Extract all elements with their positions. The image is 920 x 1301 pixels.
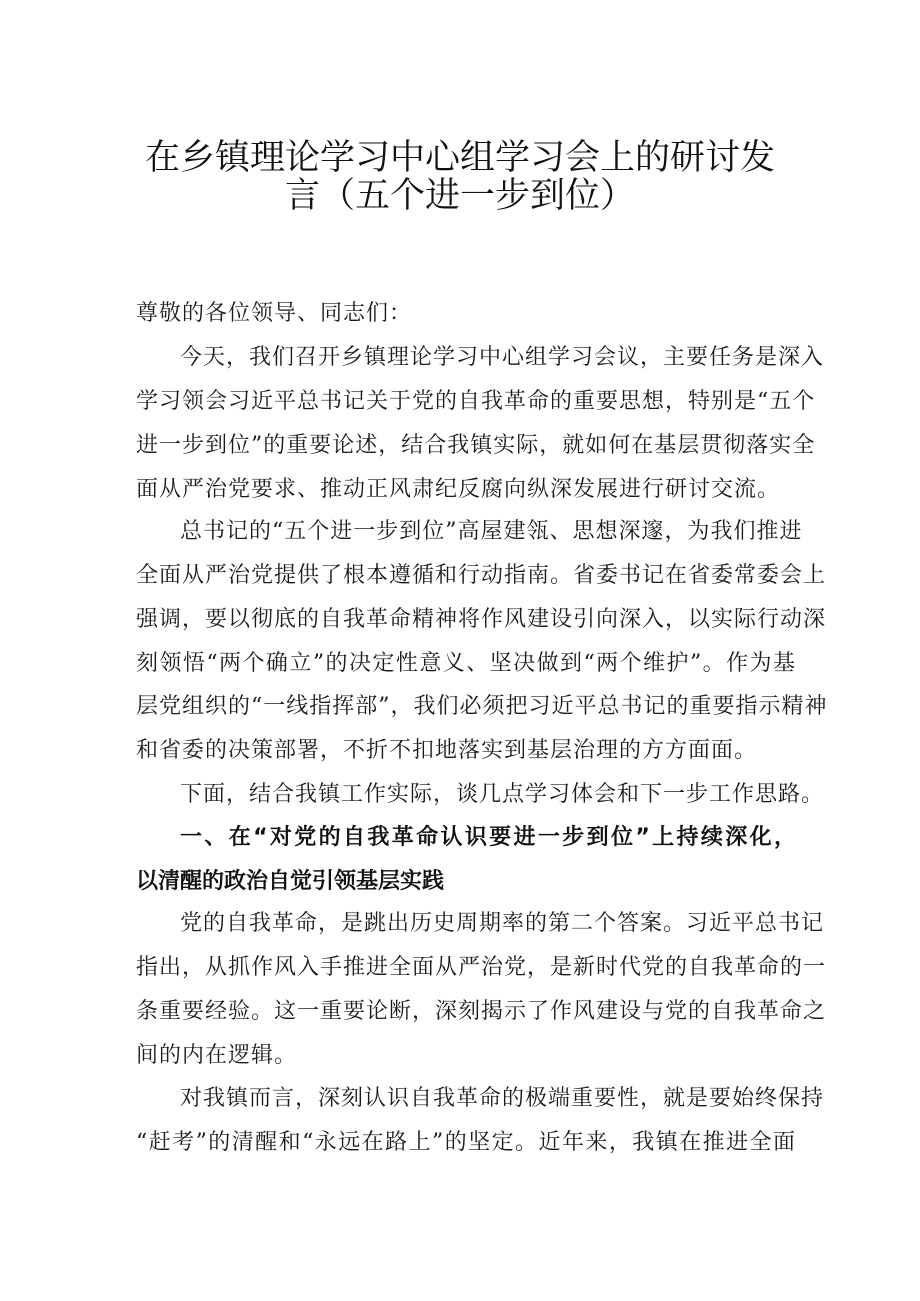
paragraph-1-line: 面从严治党要求、推动正风肃纪反腐向纵深发展进行研讨交流。 [136, 477, 781, 502]
paragraph-4-line: 指出，从抓作风入手推进全面从严治党，是新时代党的自我革命的一 [136, 955, 827, 980]
paragraph-2-line: 刻领悟“两个确立”的决定性意义、坚决做到“两个维护”。作为基 [136, 651, 796, 676]
paragraph-4-line: 条重要经验。这一重要论断，深刻揭示了作风建设与党的自我革命之 [136, 999, 827, 1024]
paragraph-1-line: 进一步到位”的重要论述，结合我镇实际，就如何在基层贯彻落实全 [136, 433, 816, 458]
paragraph-4-line: 间的内在逻辑。 [136, 1043, 298, 1068]
paragraph-1-line: 今天，我们召开乡镇理论学习中心组学习会议，主要任务是深入 [180, 345, 825, 370]
paragraph-5-line: “赶考”的清醒和“永远在路上”的坚定。近年来，我镇在推进全面 [136, 1130, 796, 1155]
section-heading-line: 一、在“对党的自我革命认识要进一步到位”上持续深化， [180, 825, 796, 850]
paragraph-2-line: 层党组织的“一线指挥部”，我们必须把习近平总书记的重要指示精神 [136, 694, 828, 719]
paragraph-2-line: 和省委的决策部署，不折不扣地落实到基层治理的方方面面。 [136, 738, 758, 763]
document-title-line-2: 言（五个进一步到位） [284, 176, 635, 216]
section-heading-line: 以清醒的政治自觉引领基层实践 [136, 869, 445, 894]
paragraph-5-line: 对我镇而言，深刻认识自我革命的极端重要性，就是要始终保持 [180, 1086, 825, 1111]
paragraph-3-line: 下面，结合我镇工作实际，谈几点学习体会和下一步工作思路。 [180, 782, 825, 807]
paragraph-2-line: 全面从严治党提供了根本遵循和行动指南。省委书记在省委常委会上 [136, 563, 827, 588]
paragraph-2-line: 强调，要以彻底的自我革命精神将作风建设引向深入，以实际行动深 [136, 607, 827, 632]
document-title-line-1: 在乡镇理论学习中心组学习会上的研讨发 [144, 138, 775, 178]
salutation: 尊敬的各位领导、同志们： [136, 301, 413, 326]
paragraph-4-line: 党的自我革命，是跳出历史周期率的第二个答案。习近平总书记 [180, 911, 825, 936]
paragraph-1-line: 学习领会习近平总书记关于党的自我革命的重要思想，特别是“五个 [136, 389, 816, 414]
paragraph-2-line: 总书记的“五个进一步到位”高屋建瓴、思想深邃，为我们推进 [180, 519, 803, 544]
